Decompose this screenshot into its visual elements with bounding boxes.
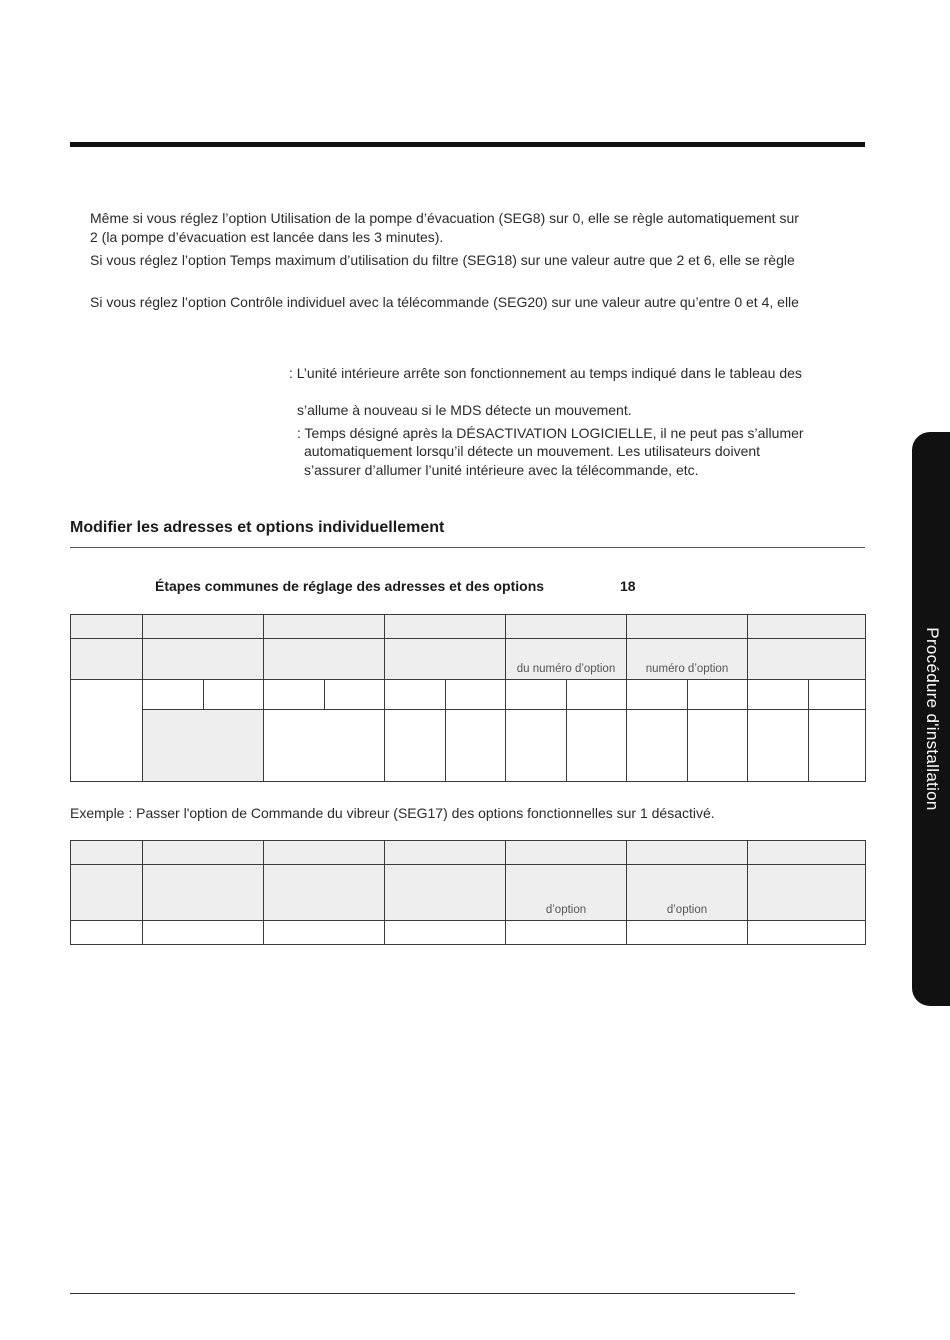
table-cell (264, 615, 385, 639)
example-table (70, 840, 866, 945)
footer-rule (70, 1293, 795, 1294)
table-row (71, 615, 866, 639)
table-cell (71, 841, 143, 865)
table-row (71, 865, 866, 921)
table-cell (325, 680, 385, 710)
table-cell (143, 841, 264, 865)
table-cell (71, 921, 143, 945)
table-cell (506, 841, 627, 865)
note-seg8-line2: 2 (la pompe d’évacuation est lancée dans les 3 minutes). (90, 229, 444, 245)
table-cell (506, 615, 627, 639)
table-cell (71, 865, 143, 921)
table-row (71, 710, 866, 782)
table-row (71, 680, 866, 710)
table-cell (385, 615, 506, 639)
table-cell (748, 865, 866, 921)
section-rule (70, 547, 865, 548)
table-cell (809, 680, 866, 710)
table-cell (71, 639, 143, 680)
table-cell (71, 680, 143, 782)
mds-line5: s’assurer d’allumer l’unité intérieure avec la télécommande, etc. (304, 462, 699, 478)
table-cell (385, 921, 506, 945)
table-cell (264, 841, 385, 865)
option-header: d’option (506, 865, 627, 921)
table-row (71, 921, 866, 945)
table-cell (143, 639, 264, 680)
note-seg18: Si vous réglez l’option Temps maximum d’utilisation du filtre (SEG18) sur une valeur autre que 2 et 6, elle se règle (90, 252, 795, 268)
table-cell (688, 710, 748, 782)
example-text: Exemple : Passer l'option de Commande du vibreur (SEG17) des options fonctionnelles sur 1 désactivé. (70, 805, 715, 821)
table-cell (264, 921, 385, 945)
table-cell (385, 710, 446, 782)
table-cell (143, 615, 264, 639)
mds-line3: : Temps désigné après la DÉSACTIVATION LOGICIELLE, il ne peut pas s’allumer (297, 425, 804, 441)
table-cell (627, 680, 688, 710)
mds-line1: : L’unité intérieure arrête son fonctionnement au temps indiqué dans le tableau des (289, 365, 802, 381)
table-cell (567, 710, 627, 782)
header-rule (70, 142, 865, 147)
chapter-side-tab (912, 432, 950, 1006)
table-cell (748, 639, 866, 680)
settings-steps-table (70, 614, 866, 782)
table-cell (748, 680, 809, 710)
note-seg8-line1: Même si vous réglez l’option Utilisation de la pompe d’évacuation (SEG8) sur 0, elle se règle automatiquement sur (90, 210, 799, 226)
table-cell (446, 710, 506, 782)
table-cell (264, 865, 385, 921)
table-cell (385, 865, 506, 921)
table-row (71, 639, 866, 680)
option-header: d’option (627, 865, 748, 921)
table-caption-number: 18 (620, 578, 636, 594)
section-title: Modifier les adresses et options individuellement (70, 519, 445, 536)
table-cell (506, 680, 567, 710)
table-cell (204, 680, 264, 710)
table-caption: Étapes communes de réglage des adresses et des options (155, 578, 545, 594)
table-cell (809, 710, 866, 782)
table-cell (385, 841, 506, 865)
table-cell (385, 639, 506, 680)
table-cell (143, 865, 264, 921)
table-cell (506, 710, 567, 782)
table-cell (446, 680, 506, 710)
table-cell (748, 841, 866, 865)
table-cell (506, 921, 627, 945)
table-cell (264, 680, 325, 710)
table-cell (143, 710, 264, 782)
option-number-header: du numéro d’option (506, 639, 627, 680)
note-seg20: Si vous réglez l’option Contrôle individuel avec la télécommande (SEG20) sur une valeur autre qu’entre 0 et 4, elle (90, 294, 799, 310)
option-number-header: numéro d’option (627, 639, 748, 680)
mds-line4: automatiquement lorsqu’il détecte un mouvement. Les utilisateurs doivent (304, 443, 761, 459)
table-cell (264, 710, 385, 782)
table-cell (627, 841, 748, 865)
table-cell (143, 921, 264, 945)
table-cell (143, 680, 204, 710)
table-cell (688, 680, 748, 710)
chapter-side-tab-label: Procédure d'installation (923, 627, 942, 811)
table-cell (627, 615, 748, 639)
table-cell (567, 680, 627, 710)
table-cell (627, 710, 688, 782)
table-cell (748, 615, 866, 639)
table-cell (385, 680, 446, 710)
table-cell (748, 710, 809, 782)
table-row (71, 841, 866, 865)
table-cell (748, 921, 866, 945)
mds-line2: s’allume à nouveau si le MDS détecte un mouvement. (297, 402, 632, 418)
table-cell (71, 615, 143, 639)
table-cell (264, 639, 385, 680)
table-cell (627, 921, 748, 945)
